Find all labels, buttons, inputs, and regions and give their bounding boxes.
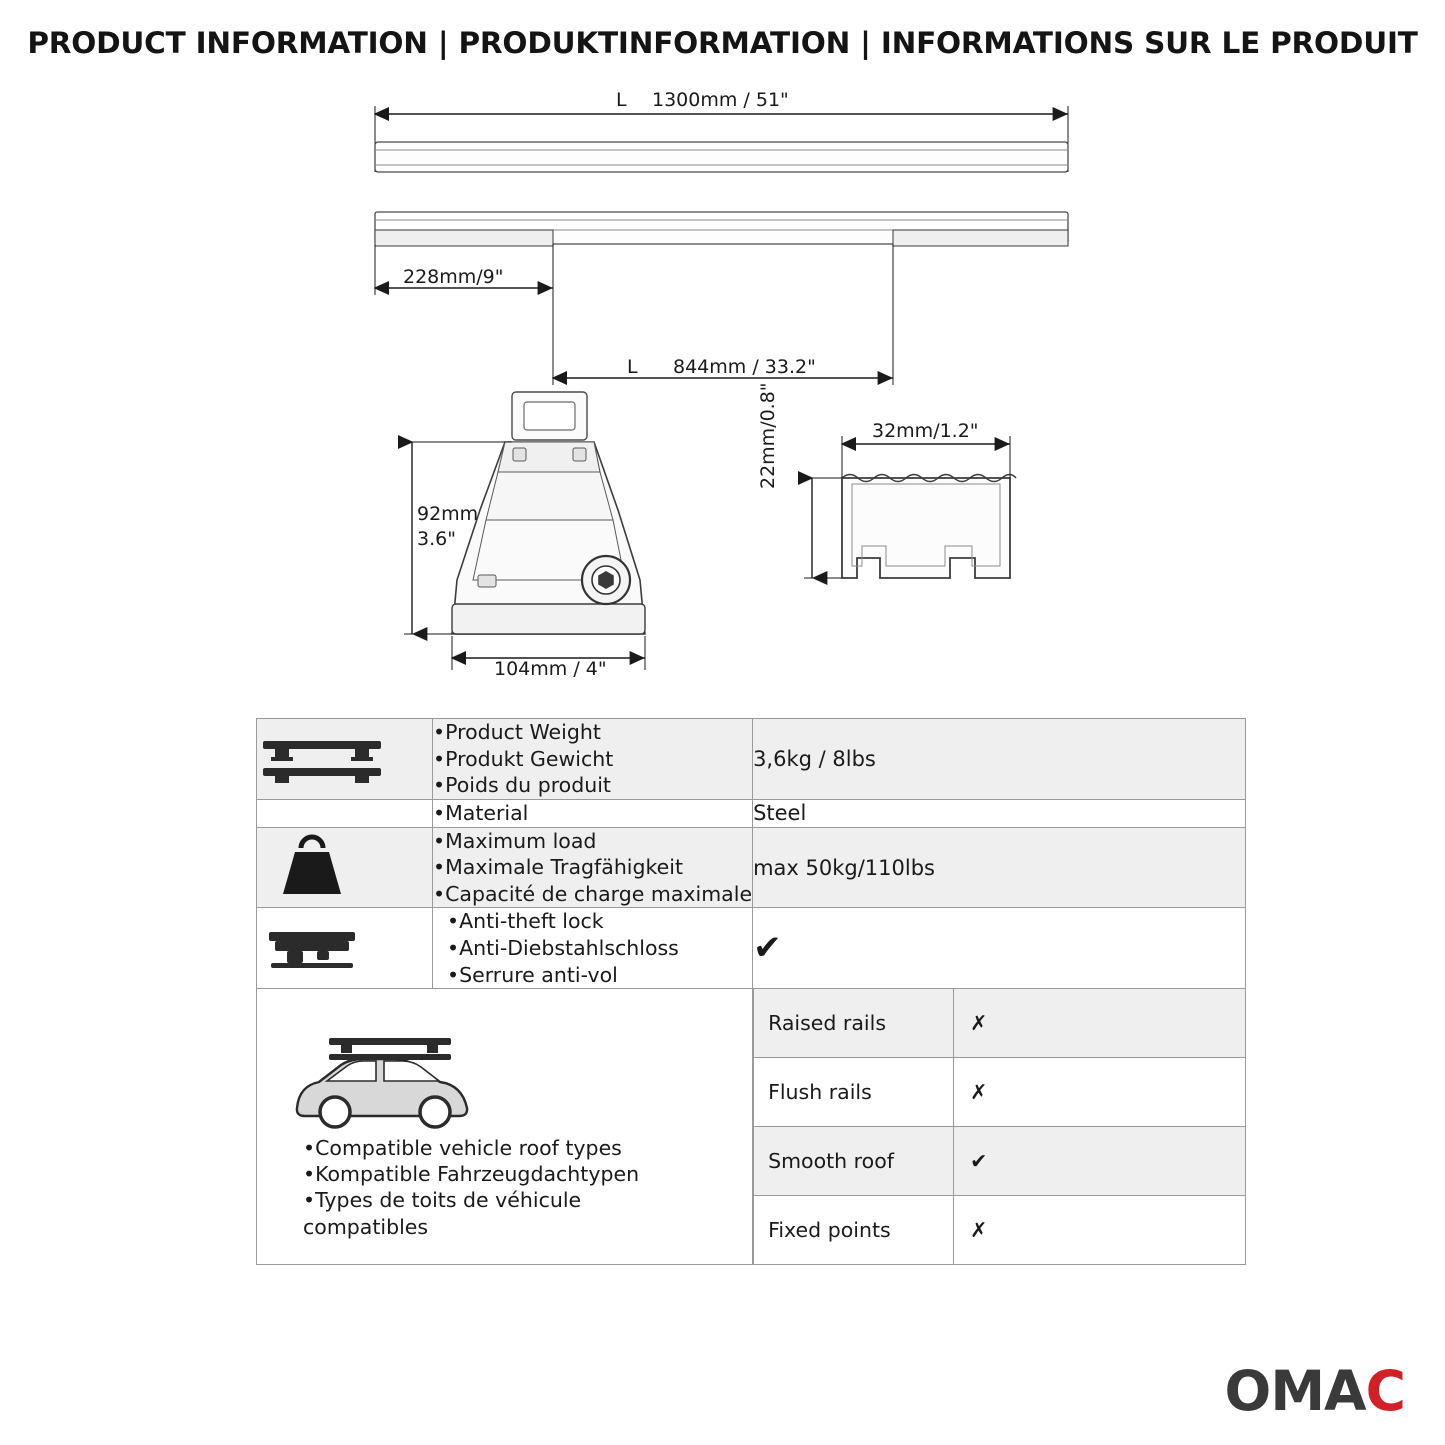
- logo-part-o: O: [1224, 1359, 1271, 1423]
- label-line: •Kompatible Fahrzeugdachtypen: [303, 1162, 640, 1187]
- label-line: •Types de toits de véhicule: [303, 1188, 582, 1213]
- label-line: •Material: [433, 800, 529, 825]
- label-line: •Capacité de charge maximale: [433, 881, 753, 906]
- material-labels: [433, 799, 753, 827]
- roof-type-name: Fixed points: [754, 1196, 954, 1265]
- label-line: compatibles: [303, 1214, 429, 1239]
- overall-length-prefix: L: [616, 89, 627, 111]
- foot-height-value-line1: 92mm: [417, 503, 479, 525]
- technical-drawing: [0, 80, 1445, 700]
- maximum-load-labels: [433, 827, 753, 908]
- roof-type-name: Smooth roof: [754, 1127, 954, 1196]
- roof-type-mark: ✗: [954, 989, 1245, 1058]
- table-row: [257, 799, 1246, 827]
- lock-icon: [257, 908, 433, 989]
- table-row: [257, 827, 1246, 908]
- roof-type-mark: ✗: [954, 1196, 1245, 1265]
- label-line: •Anti-theft lock: [447, 909, 604, 934]
- roof-types-description: [257, 989, 753, 1265]
- material-icon-placeholder: [257, 799, 433, 827]
- roof-type-name: Flush rails: [754, 1058, 954, 1127]
- table-row: [257, 719, 1246, 800]
- car-with-rack-icon: [257, 1014, 752, 1131]
- span-prefix: L: [627, 356, 638, 378]
- label-line: •Serrure anti-vol: [447, 962, 618, 987]
- page-title: PRODUCT INFORMATION | PRODUKTINFORMATION | INFORMATIONS SUR LE PRODUIT: [27, 26, 1418, 60]
- profile-height-value: 22mm/0.8": [757, 382, 779, 489]
- overall-length-value: 1300mm / 51": [652, 89, 789, 111]
- label-line: •Compatible vehicle roof types: [303, 1135, 622, 1160]
- label-line: •Maximale Tragfähigkeit: [433, 855, 684, 880]
- roof-type-row: [754, 1196, 1245, 1265]
- foot-width-value: 104mm / 4": [494, 658, 607, 680]
- logo-part-c: C: [1365, 1359, 1405, 1423]
- roof-type-row: [754, 989, 1245, 1058]
- span-value: 844mm / 33.2": [673, 356, 816, 378]
- profile-width-value: 32mm/1.2": [872, 420, 979, 442]
- end-offset-value: 228mm/9": [403, 266, 504, 288]
- label-line: •Maximum load: [433, 828, 597, 853]
- maximum-load-value: max 50kg/110lbs: [753, 827, 1246, 908]
- label-line: •Poids du produit: [433, 773, 611, 798]
- crossbars-icon: [257, 719, 433, 800]
- logo-part-m: M: [1270, 1359, 1325, 1423]
- product-weight-value: 3,6kg / 8lbs: [753, 719, 1246, 800]
- product-weight-labels: [433, 719, 753, 800]
- label-line: •Product Weight: [433, 720, 601, 744]
- roof-type-mark: ✗: [954, 1058, 1245, 1127]
- material-value: Steel: [753, 799, 1246, 827]
- roof-type-row: [754, 1058, 1245, 1127]
- anti-theft-lock-value: ✔: [753, 908, 1246, 989]
- anti-theft-lock-labels: [433, 908, 753, 989]
- specification-table: [256, 718, 1246, 1265]
- roof-type-row: [754, 1127, 1245, 1196]
- label-line: •Produkt Gewicht: [433, 746, 614, 771]
- roof-types-matrix: [753, 989, 1246, 1265]
- dimension-drawing-svg: [0, 80, 1445, 700]
- logo-part-a: A: [1324, 1359, 1366, 1423]
- table-row-roof-types: [257, 989, 1246, 1265]
- roof-type-mark: ✔: [954, 1127, 1245, 1196]
- weight-icon: [257, 827, 433, 908]
- roof-type-name: Raised rails: [754, 989, 954, 1058]
- omac-logo: [1224, 1359, 1405, 1423]
- table-row: [257, 908, 1246, 989]
- roof-types-labels: [257, 1135, 752, 1240]
- foot-height-value-line2: 3.6": [417, 528, 456, 550]
- label-line: •Anti-Diebstahlschloss: [447, 936, 679, 961]
